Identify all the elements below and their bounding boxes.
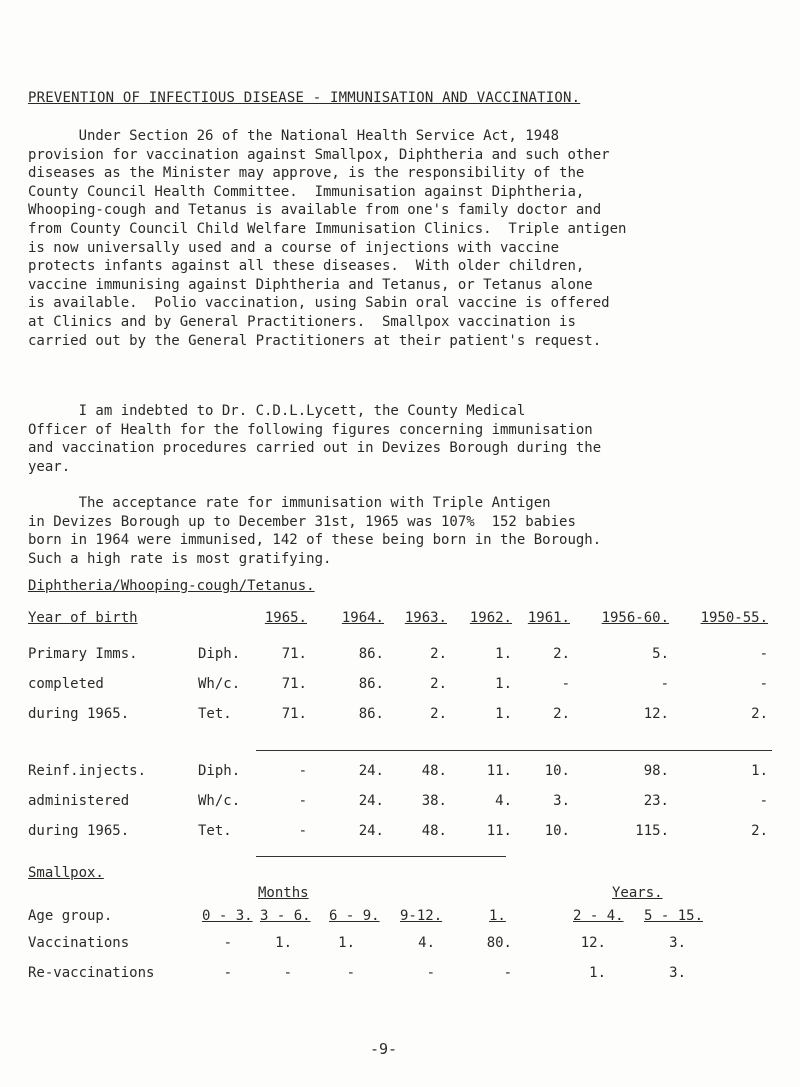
reinf-group-label: administered [28, 793, 130, 809]
paragraph-line: is now universally used and a course of injections with vaccine [28, 239, 560, 256]
table-cell: 4. [418, 935, 435, 951]
year-column-header: 1956-60. [601, 610, 669, 626]
table-cell: 24. [358, 793, 384, 809]
paragraph-line: vaccine immunising against Diphtheria and Tetanus, or Tetanus alone [28, 276, 593, 293]
paragraph-legislation [28, 127, 788, 350]
table-cell: 71. [281, 706, 307, 722]
age-group-label: Age group. [28, 908, 113, 924]
table-cell: 86. [358, 676, 384, 692]
age-column-header: 0 - 3. [202, 908, 253, 924]
primary-group-label: Primary Imms. [28, 646, 138, 662]
table-cell: - [660, 676, 669, 692]
table-cell: 80. [486, 935, 512, 951]
age-column-header: 9-12. [400, 908, 443, 924]
table-cell: 11. [486, 763, 512, 779]
smallpox-divider [256, 856, 506, 857]
age-column-header: 5 - 15. [644, 908, 704, 924]
table-cell: 10. [544, 823, 570, 839]
smallpox-row-label: Re-vaccinations [28, 965, 155, 981]
table-cell: 23. [643, 793, 669, 809]
antigen-label: Diph. [198, 763, 241, 779]
paragraph-line: Officer of Health for the following figures concerning immunisation [28, 421, 593, 438]
paragraph-acceptance-rate [28, 494, 788, 568]
paragraph-line: and vaccination procedures carried out in Devizes Borough during the [28, 440, 602, 457]
age-column-header: 1. [489, 908, 506, 924]
months-label: Months [258, 885, 309, 901]
smallpox-row-label: Vaccinations [28, 935, 130, 951]
table-cell: 2. [751, 706, 768, 722]
table-cell: 71. [281, 676, 307, 692]
table-cell: - [298, 763, 307, 779]
paragraph-acknowledgement [28, 402, 788, 476]
table-cell: 48. [421, 763, 447, 779]
year-column-header: 1961. [527, 610, 570, 626]
paragraph-line: protects infants against all these diseases. With older children, [28, 258, 585, 275]
table-cell: 2. [430, 706, 447, 722]
table-divider [256, 750, 772, 751]
year-column-header: 1950-55. [700, 610, 768, 626]
paragraph-line: The acceptance rate for immunisation with Triple Antigen [28, 495, 551, 511]
table-cell: 115. [635, 823, 669, 839]
table-cell: 10. [544, 763, 570, 779]
table-cell: 3. [669, 965, 686, 981]
paragraph-line: Under Section 26 of the National Health Service Act, 1948 [28, 128, 560, 144]
reinf-group-label: during 1965. [28, 823, 130, 839]
table-cell: 2. [553, 646, 570, 662]
table-cell: 1. [338, 935, 355, 951]
reinf-group-label: Reinf.injects. [28, 763, 147, 779]
table-cell: 2. [430, 676, 447, 692]
antigen-label: Wh/c. [198, 793, 241, 809]
table-cell: 24. [358, 763, 384, 779]
age-column-header: 2 - 4. [573, 908, 624, 924]
paragraph-line: born in 1964 were immunised, 142 of these being born in the Borough. [28, 532, 602, 549]
page-heading: PREVENTION OF INFECTIOUS DISEASE - IMMUNISATION AND VACCINATION. [28, 90, 581, 106]
table-cell: - [426, 965, 435, 981]
table-cell: - [759, 646, 768, 662]
paragraph-line: in Devizes Borough up to December 31st, 1965 was 107% 152 babies [28, 513, 576, 530]
table-cell: 12. [580, 935, 606, 951]
table-cell: 1. [495, 706, 512, 722]
table-cell: 5. [652, 646, 669, 662]
year-column-header: 1964. [341, 610, 384, 626]
table-cell: 86. [358, 646, 384, 662]
table-cell: 1. [751, 763, 768, 779]
table-cell: 1. [495, 676, 512, 692]
table-cell: - [223, 965, 232, 981]
antigen-label: Tet. [198, 706, 232, 722]
table-cell: 48. [421, 823, 447, 839]
paragraph-line: Such a high rate is most gratifying. [28, 550, 332, 567]
table-cell: 1. [589, 965, 606, 981]
table-cell: - [283, 965, 292, 981]
paragraph-line: from County Council Child Welfare Immunisation Clinics. Triple antigen [28, 220, 627, 237]
years-label: Years. [612, 885, 663, 901]
primary-group-label: during 1965. [28, 706, 130, 722]
paragraph-line: is available. Polio vaccination, using Sabin oral vaccine is offered [28, 295, 610, 312]
table-cell: 3. [553, 793, 570, 809]
paragraph-line: carried out by the General Practitioners at their patient's request. [28, 332, 602, 349]
paragraph-line: year. [28, 458, 71, 475]
table-cell: - [298, 793, 307, 809]
table-cell: 2. [553, 706, 570, 722]
table-cell: 38. [421, 793, 447, 809]
table-cell: 4. [495, 793, 512, 809]
table-cell: - [298, 823, 307, 839]
age-column-header: 6 - 9. [329, 908, 380, 924]
primary-group-label: completed [28, 676, 104, 692]
table-cell: 71. [281, 646, 307, 662]
table-cell: 12. [643, 706, 669, 722]
paragraph-line: diseases as the Minister may approve, is the responsibility of the [28, 165, 585, 182]
paragraph-line: I am indebted to Dr. C.D.L.Lycett, the County Medical [28, 403, 526, 419]
table-cell: 2. [430, 646, 447, 662]
paragraph-line: at Clinics and by General Practitioners. Smallpox vaccination is [28, 313, 576, 330]
table-cell: 11. [486, 823, 512, 839]
year-column-header: 1963. [404, 610, 447, 626]
table-cell: - [223, 935, 232, 951]
table-cell: - [346, 965, 355, 981]
paragraph-line: Whooping-cough and Tetanus is available from one's family doctor and [28, 202, 602, 219]
table-cell: 24. [358, 823, 384, 839]
table-cell: 1. [495, 646, 512, 662]
paragraph-line: County Council Health Committee. Immunisation against Diphtheria, [28, 183, 585, 200]
table-cell: - [759, 676, 768, 692]
table-cell: - [503, 965, 512, 981]
paragraph-line: provision for vaccination against Smallpox, Diphtheria and such other [28, 146, 610, 163]
table-cell: 3. [669, 935, 686, 951]
table-cell: - [561, 676, 570, 692]
year-column-header: 1962. [469, 610, 512, 626]
table-cell: - [759, 793, 768, 809]
table-cell: 1. [275, 935, 292, 951]
table-cell: 98. [643, 763, 669, 779]
year-column-header: 1965. [264, 610, 307, 626]
antigen-label: Wh/c. [198, 676, 241, 692]
year-of-birth-label: Year of birth [28, 610, 138, 626]
smallpox-title: Smallpox. [28, 865, 104, 881]
age-column-header: 3 - 6. [260, 908, 311, 924]
page-number: -9- [370, 1040, 398, 1058]
antigen-label: Diph. [198, 646, 241, 662]
table-cell: 86. [358, 706, 384, 722]
antigen-label: Tet. [198, 823, 232, 839]
dtp-table-title: Diphtheria/Whooping-cough/Tetanus. [28, 578, 315, 594]
table-cell: 2. [751, 823, 768, 839]
